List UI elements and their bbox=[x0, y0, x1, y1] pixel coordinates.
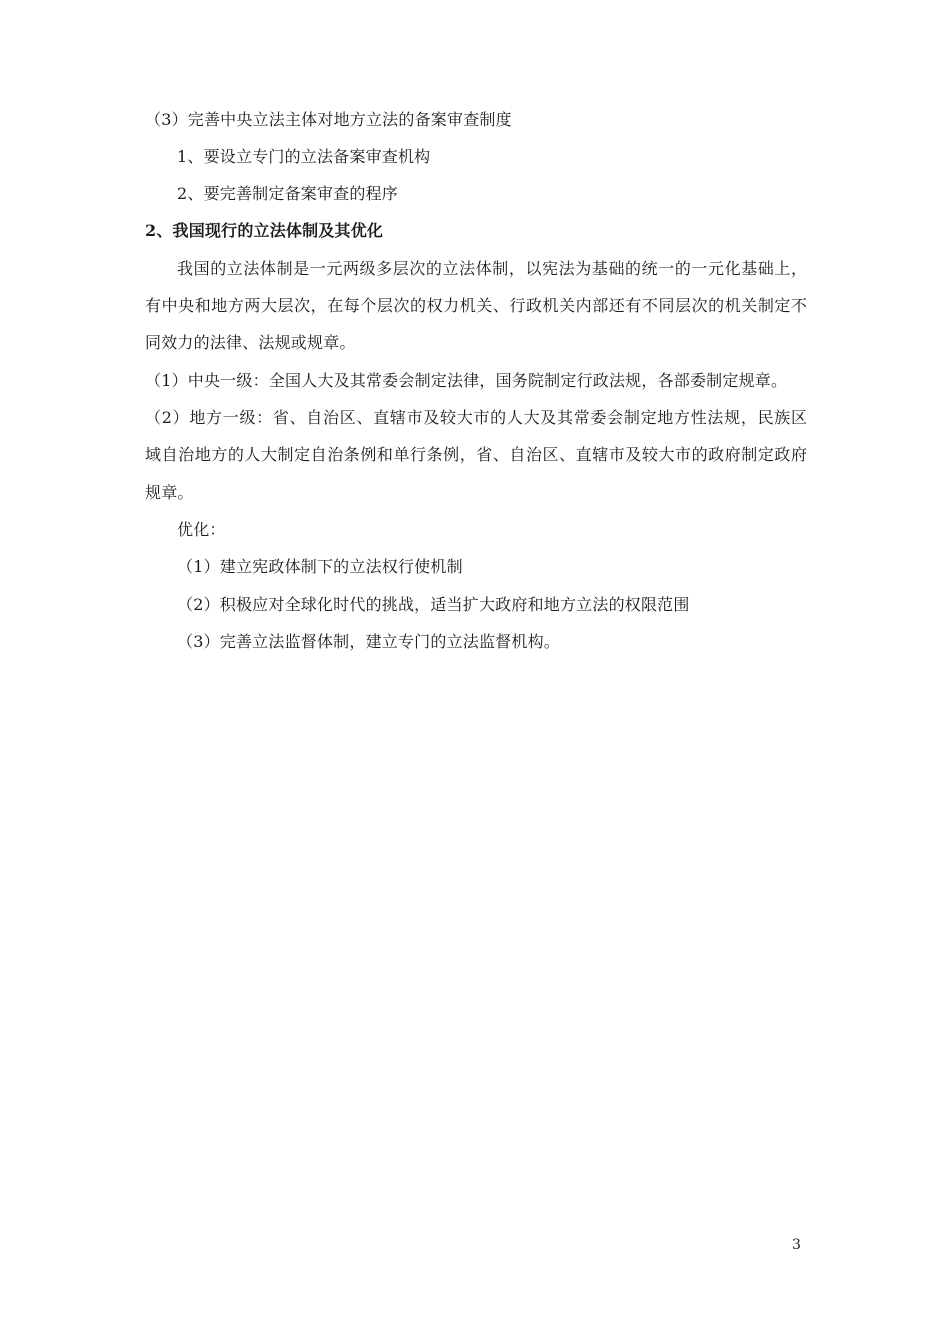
sub-item-1: 1、要设立专门的立法备案审查机构 bbox=[177, 147, 431, 166]
optimization-label: 优化： bbox=[177, 520, 226, 539]
paragraph-line-2: 有中央和地方两大层次，在每个层次的权力机关、行政机关内部还有不同层次的机关制定不 bbox=[145, 296, 807, 315]
sub-item-2: 2、要完善制定备案审查的程序 bbox=[177, 184, 398, 203]
optimization-item-1: （1）建立宪政体制下的立法权行使机制 bbox=[177, 557, 463, 576]
central-level-item: （1）中央一级：全国人大及其常委会制定法律，国务院制定行政法规，各部委制定规章。 bbox=[145, 371, 788, 390]
section-heading-2: 2、我国现行的立法体制及其优化 bbox=[145, 221, 384, 240]
optimization-item-3: （3）完善立法监督体制，建立专门的立法监督机构。 bbox=[177, 632, 560, 651]
paragraph-line-1: 我国的立法体制是一元两级多层次的立法体制，以宪法为基础的统一的一元化基础上， bbox=[177, 259, 807, 278]
optimization-item-2: （2）积极应对全球化时代的挑战，适当扩大政府和地方立法的权限范围 bbox=[177, 595, 690, 614]
section-item-3: （3）完善中央立法主体对地方立法的备案审查制度 bbox=[145, 110, 512, 129]
page-number: 3 bbox=[792, 1237, 801, 1253]
local-level-line-3: 规章。 bbox=[145, 483, 194, 502]
paragraph-line-3: 同效力的法律、法规或规章。 bbox=[145, 333, 356, 352]
local-level-line-2: 域自治地方的人大制定自治条例和单行条例，省、自治区、直辖市及较大市的政府制定政府 bbox=[145, 445, 807, 464]
local-level-line-1: （2）地方一级：省、自治区、直辖市及较大市的人大及其常委会制定地方性法规，民族区 bbox=[145, 408, 807, 427]
